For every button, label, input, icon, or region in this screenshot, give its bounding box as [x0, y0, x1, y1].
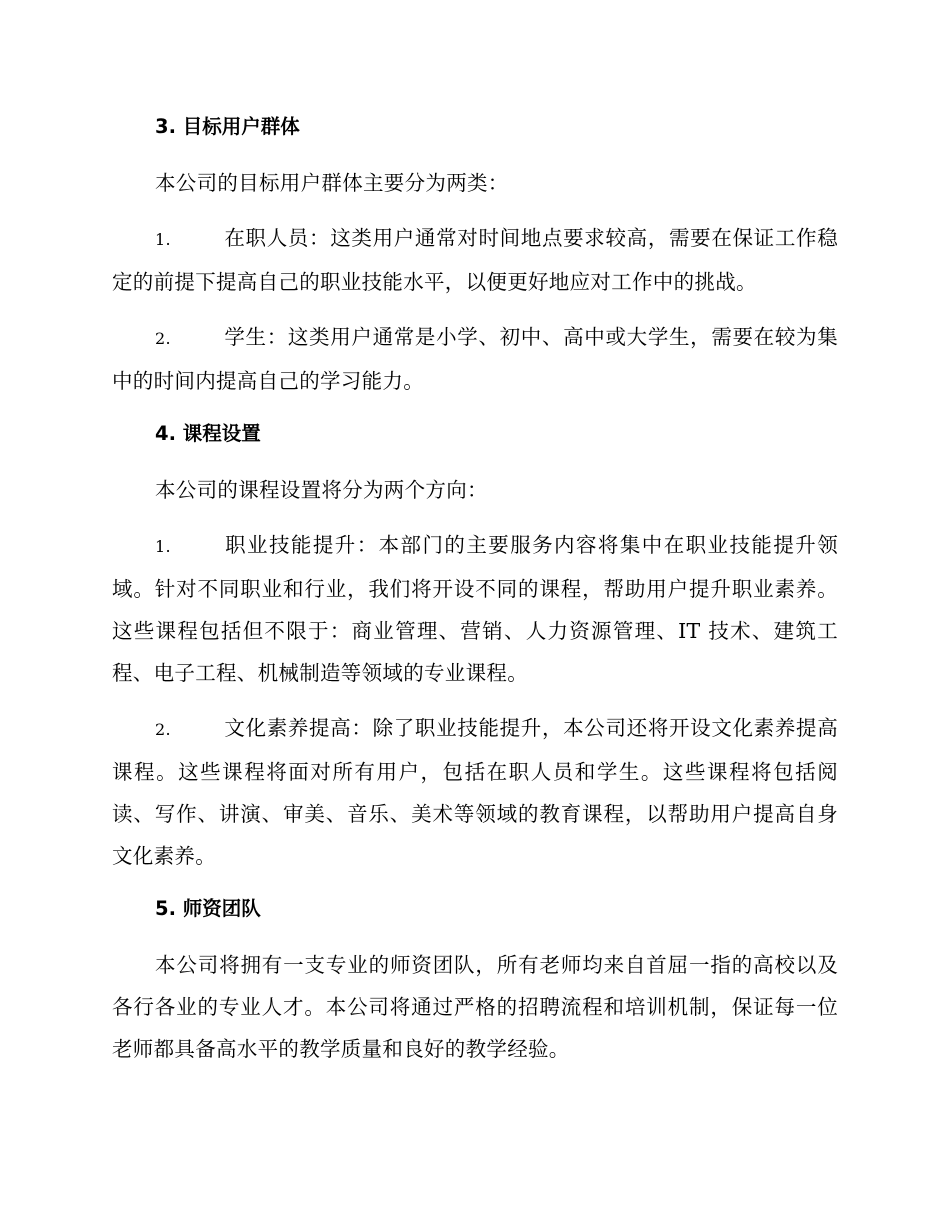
- list-item-text: 学生：这类用户通常是小学、初中、高中或大学生，需要在较为集中的时间内提高自己的学习能力。: [112, 325, 838, 393]
- section-heading: 3. 目标用户群体: [155, 115, 300, 138]
- section-intro: 本公司的目标用户群体主要分为两类：: [155, 171, 509, 195]
- section-heading: 5. 师资团队: [155, 897, 261, 920]
- list-item: [112, 707, 838, 877]
- list-item-number: 1.: [155, 537, 171, 556]
- list-item: [112, 316, 838, 402]
- list-item-text: 文化素养提高：除了职业技能提升，本公司还将开设文化素养提高课程。这些课程将面对所有用户，包括在职人员和学生。这些课程将包括阅读、写作、讲演、审美、音乐、美术等领域的教育课程，以帮助用户提高自身文化素养。: [112, 716, 838, 868]
- list-item-number: 2.: [155, 329, 171, 348]
- list-item: [112, 524, 838, 694]
- section-course-setup: [112, 415, 838, 877]
- section-intro: 本公司的课程设置将分为两个方向：: [155, 478, 488, 502]
- list-item: [112, 217, 838, 303]
- section-heading: 4. 课程设置: [155, 422, 261, 445]
- section-target-users: [112, 108, 838, 402]
- list-item-number: 2.: [155, 720, 171, 739]
- list-item-number: 1.: [155, 230, 171, 249]
- list-item-text: 职业技能提升：本部门的主要服务内容将集中在职业技能提升领域。针对不同职业和行业，我们将开设不同的课程，帮助用户提升职业素养。这些课程包括但不限于：商业管理、营销、人力资源管理、IT 技术、建筑工程、电子工程、机械制造等领域的专业课程。: [112, 533, 838, 685]
- list-item-text: 在职人员：这类用户通常对时间地点要求较高，需要在保证工作稳定的前提下提高自己的职业技能水平，以便更好地应对工作中的挑战。: [112, 226, 838, 294]
- document-content: [112, 108, 838, 1083]
- section-teaching-team: [112, 890, 838, 1070]
- section-body: 本公司将拥有一支专业的师资团队，所有老师均来自首屈一指的高校以及各行各业的专业人才。本公司将通过严格的招聘流程和培训机制，保证每一位老师都具备高水平的教学质量和良好的教学经验。: [112, 953, 838, 1061]
